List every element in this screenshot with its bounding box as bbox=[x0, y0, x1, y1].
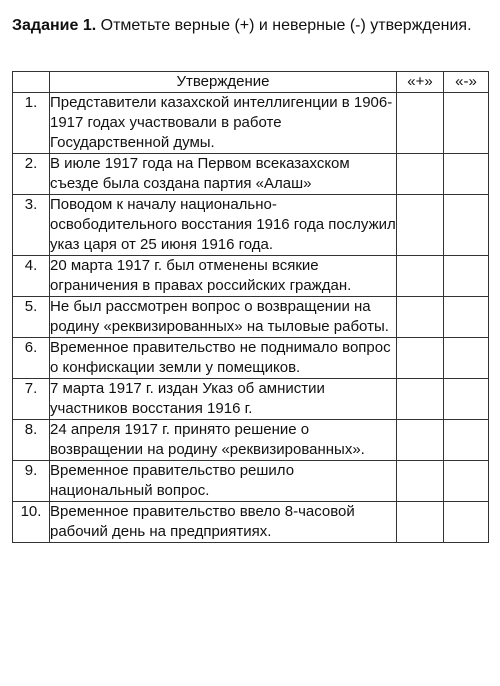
false-answer-cell[interactable] bbox=[444, 195, 489, 256]
row-number: 4. bbox=[13, 256, 50, 297]
statements-table bbox=[12, 71, 489, 543]
row-number: 1. bbox=[13, 93, 50, 154]
header-number bbox=[13, 72, 50, 93]
task-label: Задание 1. bbox=[12, 17, 97, 34]
true-answer-cell[interactable] bbox=[397, 154, 444, 195]
row-number: 8. bbox=[13, 420, 50, 461]
row-number: 2. bbox=[13, 154, 50, 195]
row-statement: 20 марта 1917 г. был отменены всякие ограничения в правах российских граждан. bbox=[50, 256, 397, 297]
row-statement: Временное правительство ввело 8-часовой рабочий день на предприятиях. bbox=[50, 502, 397, 543]
table-row bbox=[13, 420, 489, 461]
false-answer-cell[interactable] bbox=[444, 256, 489, 297]
row-number: 9. bbox=[13, 461, 50, 502]
table-row bbox=[13, 154, 489, 195]
row-number: 7. bbox=[13, 379, 50, 420]
row-statement: Временное правительство решило национальный вопрос. bbox=[50, 461, 397, 502]
false-answer-cell[interactable] bbox=[444, 379, 489, 420]
true-answer-cell[interactable] bbox=[397, 379, 444, 420]
task-text: Отметьте верные (+) и неверные (-) утверждения. bbox=[96, 17, 472, 34]
table-row bbox=[13, 338, 489, 379]
row-number: 5. bbox=[13, 297, 50, 338]
false-answer-cell[interactable] bbox=[444, 93, 489, 154]
true-answer-cell[interactable] bbox=[397, 195, 444, 256]
table-row bbox=[13, 502, 489, 543]
false-answer-cell[interactable] bbox=[444, 461, 489, 502]
row-statement: В июле 1917 года на Первом всеказахском съезде была создана партия «Алаш» bbox=[50, 154, 397, 195]
true-answer-cell[interactable] bbox=[397, 256, 444, 297]
true-answer-cell[interactable] bbox=[397, 93, 444, 154]
false-answer-cell[interactable] bbox=[444, 297, 489, 338]
false-answer-cell[interactable] bbox=[444, 154, 489, 195]
table-header-row bbox=[13, 72, 489, 93]
row-statement: 24 апреля 1917 г. принято решение о возвращении на родину «реквизированных». bbox=[50, 420, 397, 461]
header-true: «+» bbox=[397, 72, 444, 93]
false-answer-cell[interactable] bbox=[444, 338, 489, 379]
table-row bbox=[13, 461, 489, 502]
table-row bbox=[13, 379, 489, 420]
true-answer-cell[interactable] bbox=[397, 297, 444, 338]
row-statement: Представители казахской интеллигенции в 1906-1917 годах участвовали в работе Государственной думы. bbox=[50, 93, 397, 154]
row-statement: Временное правительство не поднимало вопрос о конфискации земли у помещиков. bbox=[50, 338, 397, 379]
header-statement: Утверждение bbox=[50, 72, 397, 93]
row-number: 3. bbox=[13, 195, 50, 256]
true-answer-cell[interactable] bbox=[397, 420, 444, 461]
header-false: «-» bbox=[444, 72, 489, 93]
task-instruction bbox=[12, 15, 482, 36]
row-statement: Поводом к началу национально-освободительного восстания 1916 года послужил указ царя от 25 июня 1916 года. bbox=[50, 195, 397, 256]
table-row bbox=[13, 297, 489, 338]
true-answer-cell[interactable] bbox=[397, 461, 444, 502]
false-answer-cell[interactable] bbox=[444, 502, 489, 543]
row-number: 10. bbox=[13, 502, 50, 543]
table-row bbox=[13, 93, 489, 154]
row-statement: Не был рассмотрен вопрос о возвращении на родину «реквизированных» на тыловые работы. bbox=[50, 297, 397, 338]
false-answer-cell[interactable] bbox=[444, 420, 489, 461]
table-row bbox=[13, 256, 489, 297]
true-answer-cell[interactable] bbox=[397, 338, 444, 379]
table-row bbox=[13, 195, 489, 256]
row-number: 6. bbox=[13, 338, 50, 379]
row-statement: 7 марта 1917 г. издан Указ об амнистии участников восстания 1916 г. bbox=[50, 379, 397, 420]
true-answer-cell[interactable] bbox=[397, 502, 444, 543]
